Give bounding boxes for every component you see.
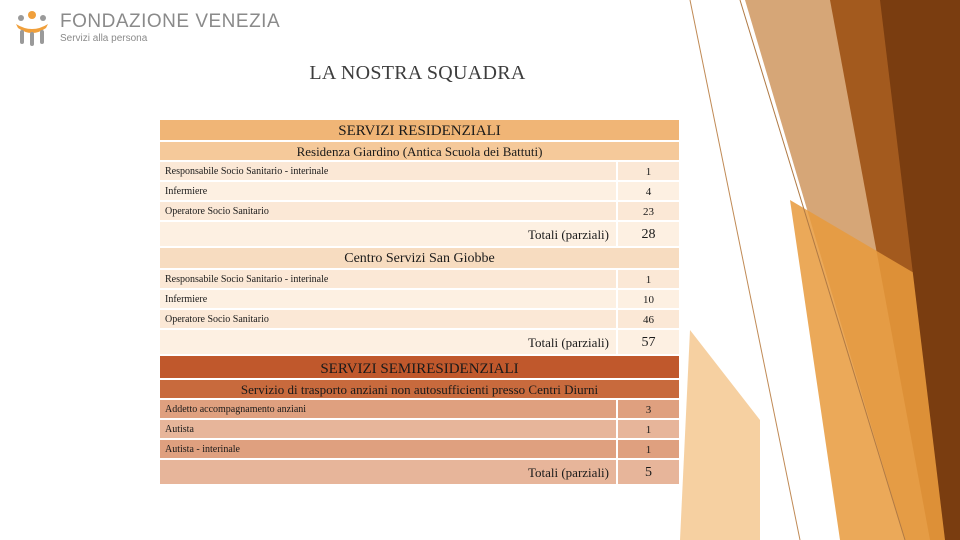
deco-shape-light xyxy=(680,330,760,540)
role-count: 1 xyxy=(616,162,679,180)
role-label: Infermiere xyxy=(165,294,208,305)
table-row xyxy=(160,202,679,222)
role-label: Autista - interinale xyxy=(165,444,240,455)
table-row xyxy=(160,162,679,182)
subtotal-value: 5 xyxy=(616,460,679,484)
role-label: Autista xyxy=(165,424,194,435)
facility-header-giobbe: Centro Servizi San Giobbe xyxy=(160,248,679,270)
subtotal-row-trasporto xyxy=(160,460,679,486)
subtotal-label: Totali (parziali) xyxy=(527,465,609,480)
subtotal-value: 57 xyxy=(616,330,679,354)
role-count: 1 xyxy=(616,420,679,438)
table-row xyxy=(160,440,679,460)
table-row xyxy=(160,400,679,420)
role-label: Operatore Socio Sanitario xyxy=(165,206,269,217)
staff-table xyxy=(160,120,679,486)
subtotal-row-giobbe xyxy=(160,330,679,356)
role-label: Addetto accompagnamento anziani xyxy=(165,404,307,415)
role-count: 10 xyxy=(616,290,679,308)
logo xyxy=(12,8,280,48)
table-row xyxy=(160,310,679,330)
logo-people-icon xyxy=(12,8,52,48)
logo-subtitle: Servizi alla persona xyxy=(60,32,148,44)
facility-header-giardino: Residenza Giardino (Antica Scuola dei Battuti) xyxy=(160,142,679,162)
subtotal-value: 28 xyxy=(616,222,679,246)
role-count: 3 xyxy=(616,400,679,418)
section-header-semiresidenziali: SERVIZI SEMIRESIDENZIALI xyxy=(160,356,679,380)
role-label: Responsabile Socio Sanitario - interinale xyxy=(165,166,329,177)
role-count: 1 xyxy=(616,270,679,288)
deco-shape-brown xyxy=(830,0,960,540)
service-header-trasporto: Servizio di trasporto anziani non autosufficienti presso Centri Diurni xyxy=(160,380,679,400)
subtotal-label: Totali (parziali) xyxy=(527,227,609,242)
table-row xyxy=(160,420,679,440)
subtotal-row-giardino xyxy=(160,222,679,248)
section-header-residenziali: SERVIZI RESIDENZIALI xyxy=(160,120,679,142)
role-count: 4 xyxy=(616,182,679,200)
role-label: Responsabile Socio Sanitario - interinale xyxy=(165,274,329,285)
table-row xyxy=(160,182,679,202)
deco-shape-orange xyxy=(790,200,960,540)
deco-shape-dark xyxy=(880,0,960,540)
role-label: Infermiere xyxy=(165,186,208,197)
page-title: LA NOSTRA SQUADRA xyxy=(309,62,526,84)
role-label: Operatore Socio Sanitario xyxy=(165,314,269,325)
table-row xyxy=(160,270,679,290)
table-row xyxy=(160,290,679,310)
logo-name: FONDAZIONE VENEZIA xyxy=(60,10,281,32)
role-count: 46 xyxy=(616,310,679,328)
role-count: 1 xyxy=(616,440,679,458)
role-count: 23 xyxy=(616,202,679,220)
subtotal-label: Totali (parziali) xyxy=(527,335,609,350)
